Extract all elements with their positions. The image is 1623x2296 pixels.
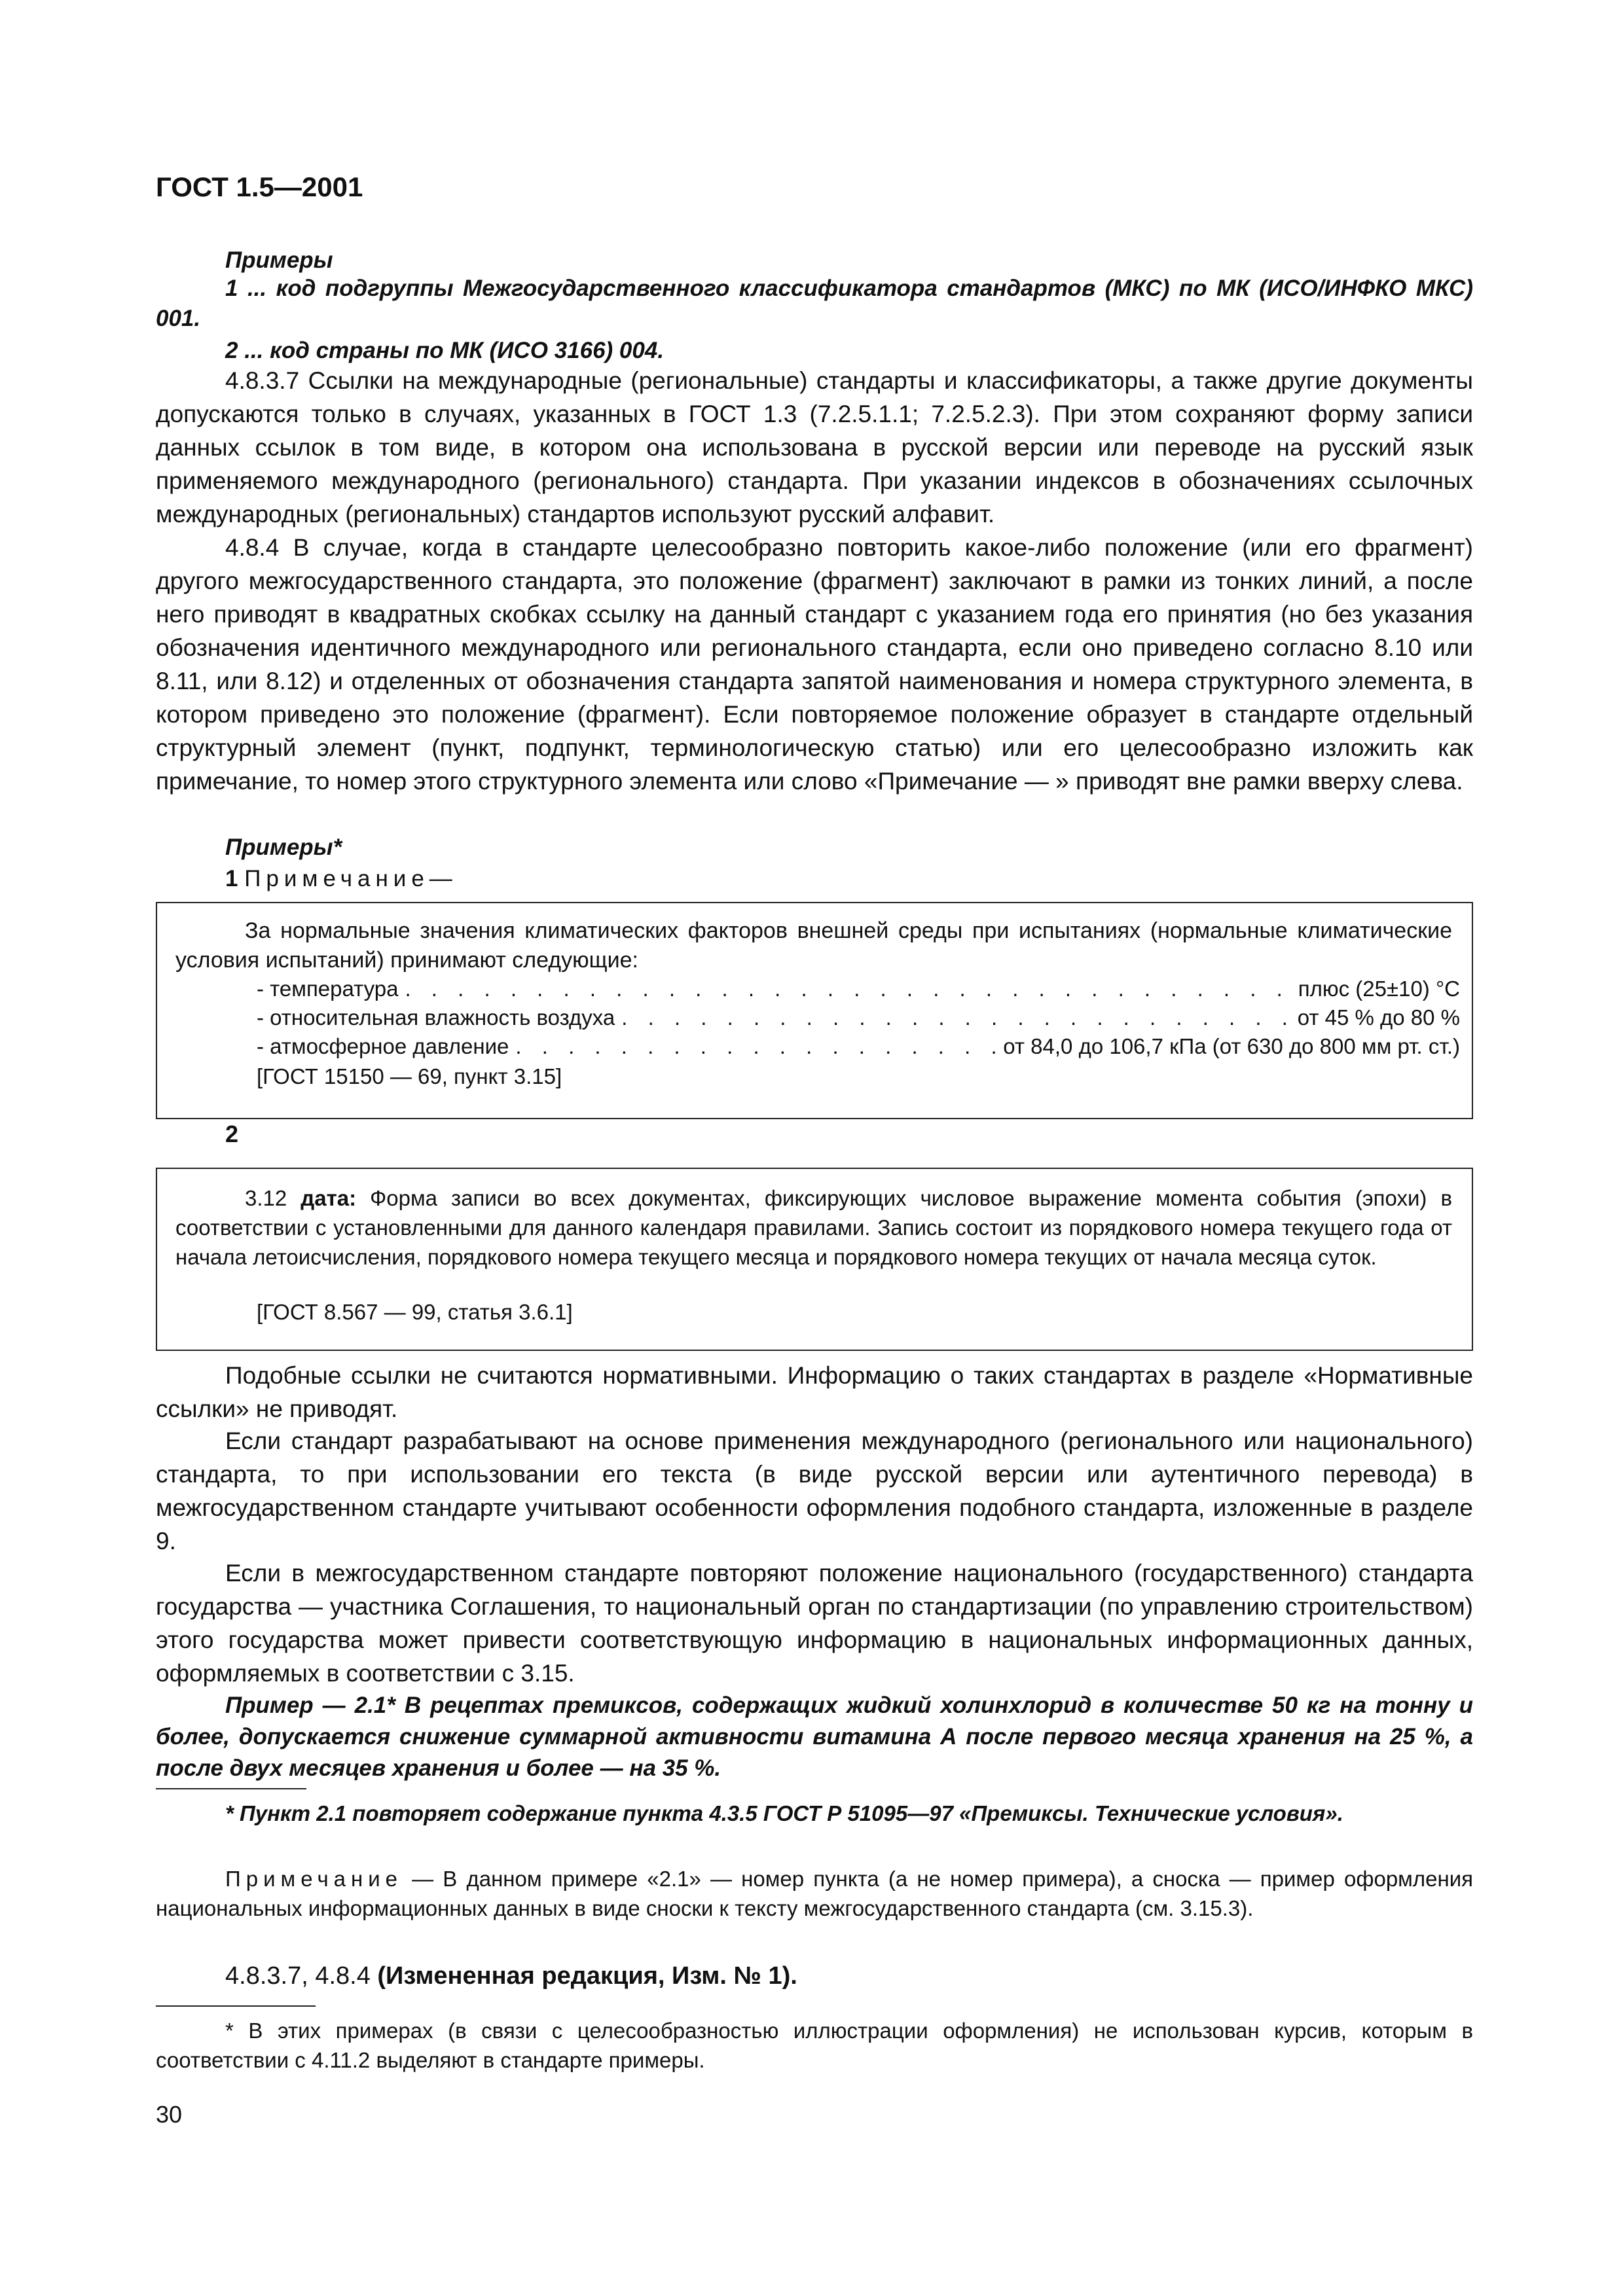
- footnote-rule: [156, 1788, 306, 1789]
- term-name: дата:: [301, 1186, 357, 1210]
- example-label: [225, 866, 458, 892]
- quote-reference: [ГОСТ 8.567 — 99, статья 3.6.1]: [257, 1300, 573, 1324]
- example-number: 2: [225, 1121, 239, 1147]
- term-number: 3.12: [245, 1186, 287, 1210]
- example-number: 1: [225, 866, 238, 891]
- amendment-clauses: 4.8.3.7, 4.8.4: [225, 1962, 371, 1990]
- condition-value: от 45 % до 80 %: [1297, 1005, 1460, 1030]
- example-premix: Пример — 2.1* В рецептах премиксов, содержащих жидкий холинхлорид в количестве 50 кг на тонну и более, допускается снижение суммарной активности витамина А после первого месяца хранения на 25 %, а после двух месяцев хранения и более — на 35 %.: [156, 1693, 1473, 1781]
- condition-row: [257, 977, 1460, 1005]
- paragraph: Подобные ссылки не считаются нормативными. Информацию о таких стандартах в разделе «Нормативные ссылки» не приводят.: [156, 1362, 1473, 1422]
- quote-frame: [156, 1168, 1473, 1351]
- quote-intro: За нормальные значения климатических факторов внешней среды при испытаниях (нормальные климатические условия испытаний) принимают следующие:: [175, 918, 1452, 973]
- page-footnote: * В этих примерах (в связи с целесообразностью иллюстрации оформления) не использован курсив, которым в соответствии с 4.11.2 выделяют в стандарте примеры.: [156, 2018, 1473, 2072]
- condition-name: - относительная влажность воздуха: [257, 1005, 615, 1030]
- paragraph: Если в межгосударственном стандарте повторяют положение национального (государственного) стандарта государства — участника Соглашения, то национальный орган по стандартизации (по управлению строительством) этого государства может привести соответствующую информацию в национальных информационных данных, оформляемых в соответствии с 3.15.: [156, 1560, 1473, 1687]
- condition-name: - температура: [257, 977, 399, 1001]
- examples-title: Примеры*: [225, 834, 342, 860]
- paragraph-4-8-4: 4.8.4 В случае, когда в стандарте целесообразно повторить какое-либо положение (или его фрагмент) другого межгосударственного стандарта, это положение (фрагмент) заключают в рамки из тонких линий, а после него приводят в квадратных скобках ссылку на данный стандарт с указанием года его принятия (но без указания обозначения идентичного международного или регионального стандарта, если оно приведено согласно 8.10 или 8.11, или 8.12) и отделенных от обозначения стандарта запятой наименования и номера структурного элемента, в котором приведено это положение (фрагмент). Если повторяемое положение образует в стандарте отдельный структурный элемент (пункт, подпункт, терминологическую статью) или его целесообразно изложить как примечание, то номер этого структурного элемента или слово «Примечание — » приводят вне рамки вверху слева.: [156, 534, 1473, 795]
- amendment-line: [225, 1962, 797, 1990]
- paragraph: Если стандарт разрабатывают на основе применения международного (регионального или национального) стандарта, то при использовании его текста (в виде русской версии или аутентичного перевода) в межгосударственном стандарте учитывают особенности оформления подобного стандарта, изложенные в разделе 9.: [156, 1427, 1473, 1554]
- note-word: Примечание—: [244, 866, 458, 891]
- amendment-note: (Измененная редакция, Изм. № 1).: [377, 1962, 797, 1990]
- footnote-rule: [156, 2005, 316, 2007]
- term-text: Форма записи во всех документах, фиксирующих числовое выражение момента события (эпохи) в соответствии с установленными для данного календаря правилами. Запись состоит из порядкового номера текущего года от начала летоисчисления, порядкового номера текущего месяца и порядкового номера текущих от начала месяца суток.: [175, 1186, 1453, 1269]
- page-header: ГОСТ 1.5—2001: [156, 171, 363, 202]
- note-text: — В данном примере «2.1» — номер пункта (а не номер примера), а сноска — пример оформления национальных информационных данных в виде сноски к тексту межгосударственного стандарта (см. 3.15.3).: [156, 1867, 1473, 1920]
- example-note: [156, 1864, 1473, 1923]
- condition-row: [257, 1005, 1460, 1034]
- examples-title: Примеры: [225, 247, 333, 273]
- example-item: 2 ... код страны по МК (ИСО 3166) 004.: [225, 338, 665, 363]
- condition-value: от 84,0 до 106,7 кПа (от 630 до 800 мм рт. ст.): [1003, 1034, 1460, 1058]
- quote-frame: [156, 902, 1473, 1119]
- condition-row: [257, 1034, 1460, 1063]
- condition-value: плюс (25±10) °С: [1298, 977, 1460, 1001]
- quote-reference: [ГОСТ 15150 — 69, пункт 3.15]: [257, 1064, 562, 1088]
- term-definition: [175, 1183, 1452, 1272]
- note-word: Примечание: [225, 1867, 403, 1891]
- example-footnote: * Пункт 2.1 повторяет содержание пункта 4.3.5 ГОСТ Р 51095—97 «Премиксы. Технические условия».: [225, 1801, 1343, 1825]
- example-item: 1 ... код подгруппы Межгосударственного классификатора стандартов (МКС) по МК (ИСО/ИНФКО МКС) 001.: [156, 276, 1473, 331]
- page-number: 30: [156, 2101, 183, 2128]
- paragraph-4-8-3-7: 4.8.3.7 Ссылки на международные (региональные) стандарты и классификаторы, а также другие документы допускаются только в случаях, указанных в ГОСТ 1.3 (7.2.5.1.1; 7.2.5.2.3). При этом сохраняют форму записи данных ссылок в том виде, в котором она использована в русской версии или переводе на русский язык применяемого международного (регионального) стандарта. При указании индексов в обозначениях ссылочных международных (региональных) стандартов используют русский алфавит.: [156, 367, 1473, 528]
- condition-name: - атмосферное давление: [257, 1034, 509, 1058]
